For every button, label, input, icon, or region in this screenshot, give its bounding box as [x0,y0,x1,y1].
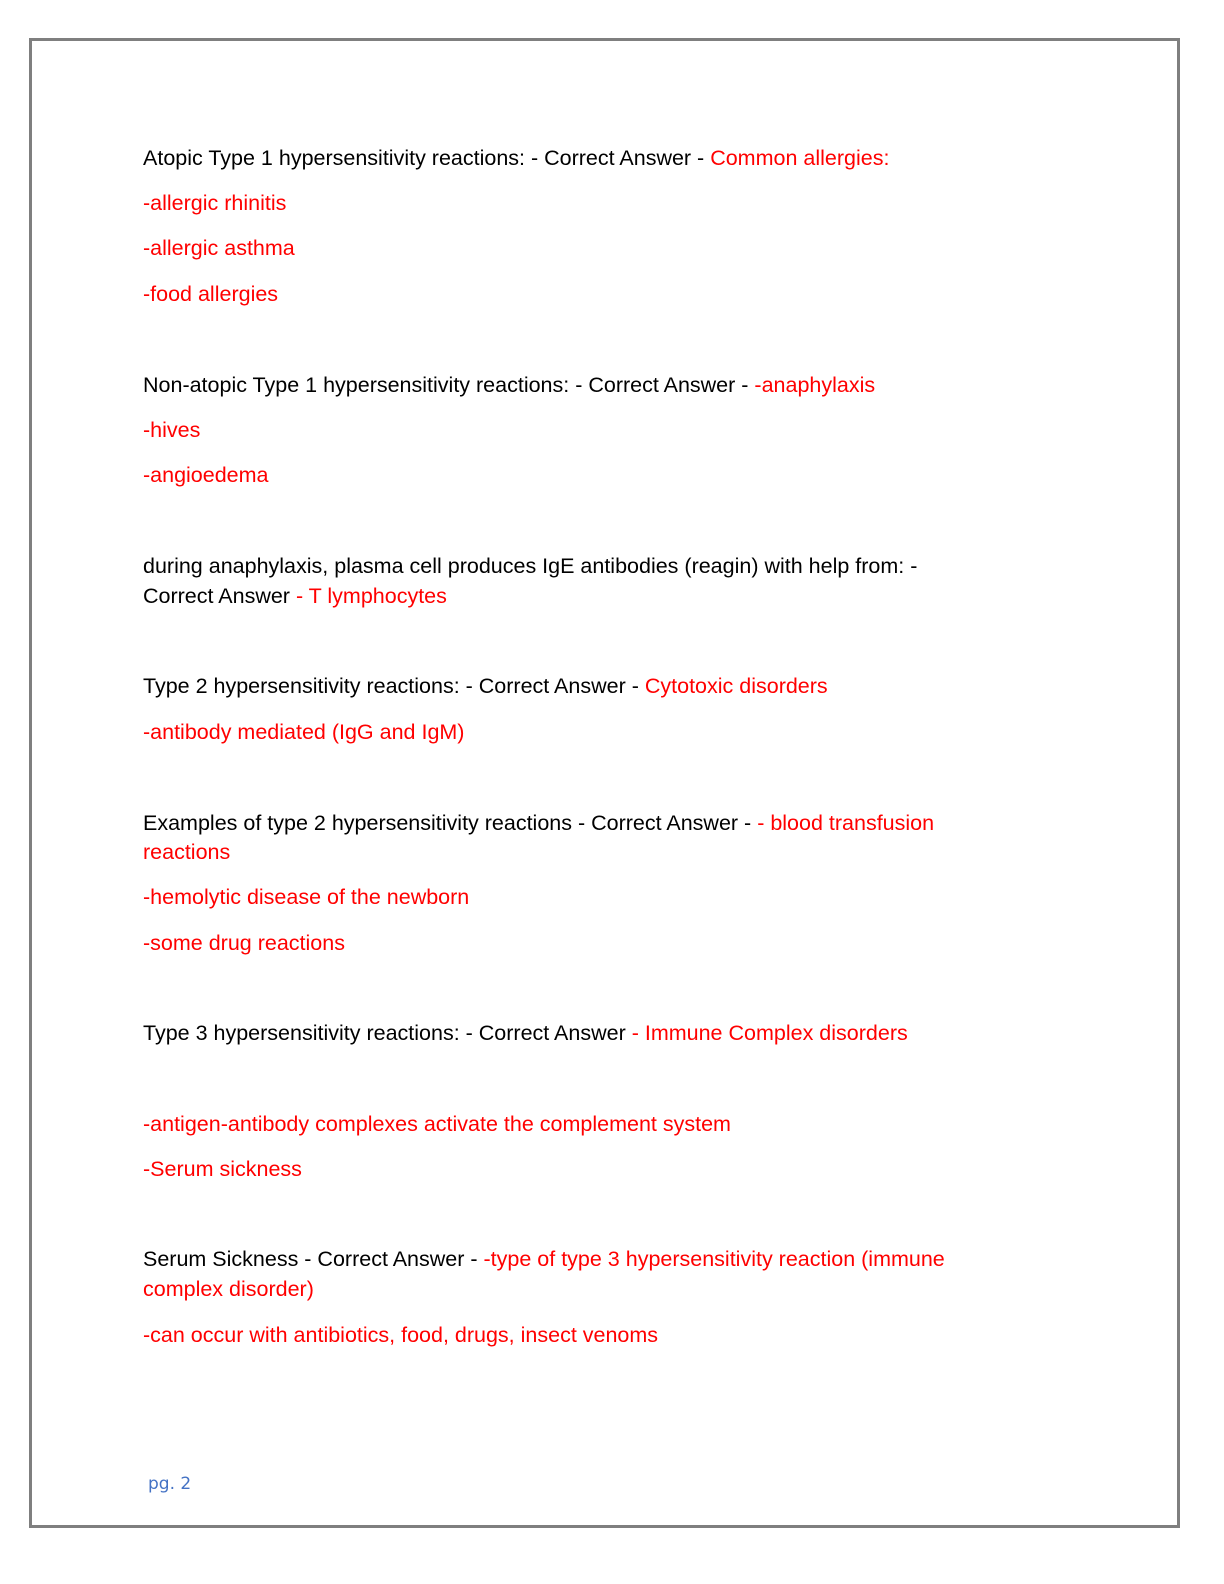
qa-5-line-1 [143,808,934,838]
qa-3-answer: - T lymphocytes [295,584,447,608]
qa-6-extra-1: -antigen-antibody complexes activate the complement system [143,1112,731,1136]
qa-1-question: Atopic Type 1 hypersensitivity reactions: - Correct Answer - [143,146,711,170]
qa-7-extra-1: -can occur with antibiotics, food, drugs, insect venoms [143,1323,659,1347]
qa-2-extra-2: -angioedema [143,463,269,487]
qa-5-answer: - blood transfusion [757,811,935,835]
qa-7-answer-cont: complex disorder) [143,1277,314,1301]
qa-2-extra-1: -hives [143,418,201,442]
qa-3-question-line-1: during anaphylaxis, plasma cell produces IgE antibodies (reagin) with help from: - [143,554,918,578]
qa-5-answer-cont: reactions [143,840,231,864]
qa-6-line-1 [143,1018,908,1048]
qa-3-question-line-2: Correct Answer [143,584,296,608]
qa-7-line-1 [143,1244,945,1274]
qa-1-extra-2: -allergic asthma [143,236,295,260]
qa-4-answer: Cytotoxic disorders [644,674,828,698]
qa-2-line-1 [143,370,875,400]
qa-5-extra-1: -hemolytic disease of the newborn [143,885,470,909]
qa-4-line-1 [143,671,828,701]
qa-1-line-1 [143,143,889,173]
qa-1-answer: Common allergies: [710,146,890,170]
qa-5-question: Examples of type 2 hypersensitivity reactions - Correct Answer - [143,811,758,835]
qa-6-extra-2: -Serum sickness [143,1157,302,1181]
qa-7-question: Serum Sickness - Correct Answer - [143,1247,484,1271]
qa-4-question: Type 2 hypersensitivity reactions: - Correct Answer - [143,674,645,698]
qa-5-extra-2: -some drug reactions [143,931,345,955]
qa-6-question: Type 3 hypersensitivity reactions: - Correct Answer [143,1021,632,1045]
qa-6-answer: - Immune Complex disorders [631,1021,908,1045]
qa-3-line-2 [143,581,447,611]
qa-2-question: Non-atopic Type 1 hypersensitivity reactions: - Correct Answer - [143,373,755,397]
qa-1-extra-1: -allergic rhinitis [143,191,287,215]
qa-4-extra-1: -antibody mediated (IgG and IgM) [143,720,465,744]
qa-7-answer: -type of type 3 hypersensitivity reaction (immune [483,1247,945,1271]
qa-2-answer: -anaphylaxis [754,373,876,397]
qa-1-extra-3: -food allergies [143,282,279,306]
page-number: pg. 2 [148,1474,192,1494]
